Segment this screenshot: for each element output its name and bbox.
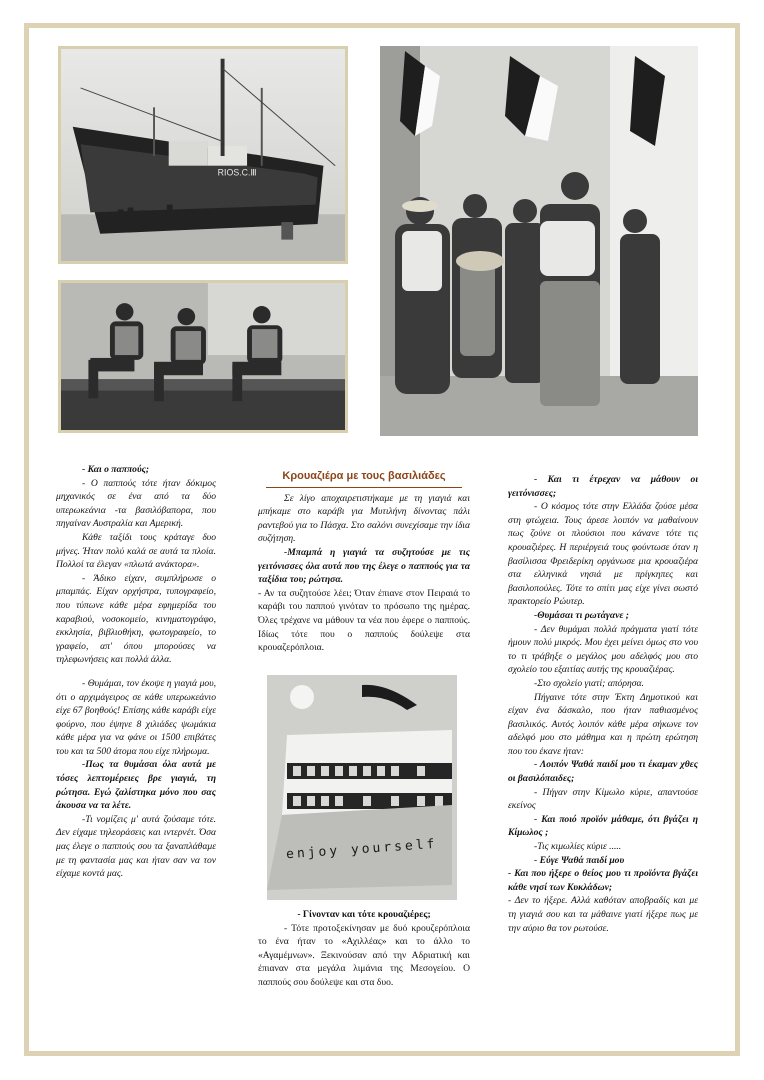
section-title: Κρουαζιέρα με τους βασιλιάδες — [266, 470, 462, 488]
column-left — [56, 463, 216, 881]
cruise-ship-illustration — [267, 675, 457, 900]
paragraph: -Μπαμπά η γιαγιά τα συζητούσε με τις γειτόνισσες όλα αυτά που της έλεγε ο παππούς για τα ταξίδια του; ρώτησα. — [258, 546, 470, 586]
paragraph: - Λοιπόν Ψαθά παιδί μου τι έκαμαν χθες οι βασιλόπαιδες; — [508, 759, 698, 785]
paragraph: - Τότε προτοξεκίνησαν με δυό κρουζερόπλοια το ένα ήταν το «Αχιλλέας» και το άλλο το «Αγαμέμνων». Ξεκινούσαν από την Αδριατική και έπιαναν στα μεγάλα λιμάνια της Μεσογείου. Ο παππούς σου δούλεψε και στα δυο. — [258, 922, 470, 988]
paragraph: Πήγαινε τότε στην Έκτη Δημοτικού και είχαν ένα δάσκαλο, που ήταν παθιασμένος βασιλικός. Αυτός λοιπόν κάθε μέρα σήκωνε τον αδελφό μου στο μάθημα και η πρώτη ερώτηση που του έκανε ήταν: — [508, 691, 698, 757]
paragraph: - Δεν θυμάμαι πολλά πράγματα γιατί τότε ήμουν πολύ μικρός. Μου έχει μείνει όμως στο νου το τι τράβηξε ο μεγάλος μου αδελφός μου στο σχολείο του εξαιτίας αυτής της κρουαζιέρας. — [508, 623, 698, 676]
paragraph: - Θυμάμαι, τον έκοψε η γιαγιά μου, ότι ο αρχιμάγειρος σε κάθε υπερωκεάνιο είχε 67 βοηθούς! Επίσης κάθε καράβι είχε φούρνο, που έψηνε 8 χιλιάδες ψωμάκια κάθε μέρα για να φάνε οι 1500 επιβάτες του και τα 500 άτομα που είχε πλήρωμα. — [56, 677, 216, 757]
paragraph: Σε λίγο αποχαιρετιστήκαμε με τη γιαγιά και μπήκαμε στο καράβι για Μυτιλήνη δίνοντας πάλι ραντεβού για το Πάσχα. Στο σαλόνι συνεχίσαμε την ίδια συζήτηση. — [258, 492, 470, 545]
paragraph: - Πήγαν στην Κίμωλο κύριε, απαντούσε εκείνος — [508, 786, 698, 812]
paragraph: - Και τι έτρεχαν να μάθουν οι γειτόνισσες; — [508, 474, 698, 499]
paragraph: - Και ο παππούς; — [82, 464, 150, 475]
column-middle-bottom — [258, 908, 470, 990]
paragraph: -Στο σχολείο γιατί; απόρησα. — [534, 677, 644, 689]
ship-photo — [58, 46, 348, 264]
paragraph: -Θυμάσαι τι ρωτάγανε ; — [534, 609, 629, 621]
paragraph: - Και ποιό προϊόν μάθαμε, ότι βγάζει η Κίμωλος ; — [508, 813, 698, 839]
sailors-photo — [58, 280, 348, 433]
paragraph: - Άδικο είχαν, συμπλήρωσε ο μπαμπάς. Είχαν ορχήστρα, τυπογραφείο, που τύπωνε κάθε μέρα εφημερίδα του καραβιού, νοσοκομείο, κινηματογράφο, εκκλησία, βιβλιοθήκη, φωτογραφείο, το γραφείο, απ' όπου μπορούσες να τηλεφωνήσεις και πολλά άλλα. — [56, 572, 216, 666]
illustration-text: enjoy yourself — [285, 836, 438, 863]
paragraph: - Αν τα συζητούσε λέει; Όταν έπιανε στον Πειραιά το καράβι του παππού γινόταν το πρόσωπο της ημέρας. Όλες τρέχανε να μάθουν τα νέα που έφερε ο παππούς. Ιδίως τότε που ο παππούς δούλεψε στα κρουαζερόπλοια. — [258, 587, 470, 654]
paragraph-spacer — [56, 667, 216, 677]
paragraph: - Ο παππούς τότε ήταν δόκιμος μηχανικός σε ένα από τα δύο υπερωκεάνια -τα βασιλόβαπορα, που πηγαίναν Αυστραλία και Αμερική. — [56, 477, 216, 530]
paragraph: - Εύγε Ψαθά παιδί μου — [534, 854, 625, 866]
column-middle — [258, 470, 470, 655]
paragraph: - Γίνονταν και τότε κρουαζιέρες; — [297, 909, 431, 920]
column-right — [508, 473, 698, 935]
ship-name-text: RIOS.C.Ⅲ — [217, 167, 257, 178]
paragraph: - Δεν το ήξερε. Αλλά καθόταν αποβραδίς και με τη γιαγιά σου και τα μάθαινε γιατί ήξερε πως με την αύριο θα τον ρωτούσε. — [508, 895, 698, 934]
paragraph: -Τι νομίζεις μ' αυτά ζούσαμε τότε. Δεν είχαμε τηλεοράσεις και ιντερνέτ. Όσα μας έλεγε ο παππούς σου τα ξαναπλάθαμε με τη φαντασία μας και ήταν σαν να τον είχαμε κοντά μας. — [56, 813, 216, 880]
paragraph: - Και που ήξερε ο θείος μου τι προϊόντα βγάζει κάθε νησί των Κυκλάδων; — [508, 868, 698, 893]
paragraph: -Πως τα θυμάσαι όλα αυτά με τόσες λεπτομέρειες βρε γιαγιά, τη ρώτησα. Εγώ ζαλίστηκα μόνο που σας άκουσα να τα λέτε. — [56, 759, 216, 812]
paragraph: -Τις κιμωλίες κύριε ..... — [534, 841, 622, 853]
royal-visit-photo — [380, 46, 698, 436]
paragraph: Κάθε ταξίδι τους κράταγε δυο μήνες. Ήταν πολύ καλά σε αυτά τα πλοία. Πολλοί τα έλεγαν «πλωτά ανάκτορα». — [56, 531, 216, 571]
paragraph: - Ο κόσμος τότε στην Ελλάδα ζούσε μέσα στη φτώχεια. Τους άρεσε λοιπόν να μαθαίνουν πως ζούνε οι πλούσιοι που κάνανε τότε τις κρουαζιέρες. Η περιέργειά τους φούντωσε όταν η βασίλισσα Φρειδερίκη οργάνωσε μια κρουαζιέρα στα ελληνικά νησιά με πρίγκηπες και βασιλοπούλες. Τότε το σπίτι μας είχε γίνει σωστό πρακτορείο Ρώυτερ. — [508, 501, 698, 608]
